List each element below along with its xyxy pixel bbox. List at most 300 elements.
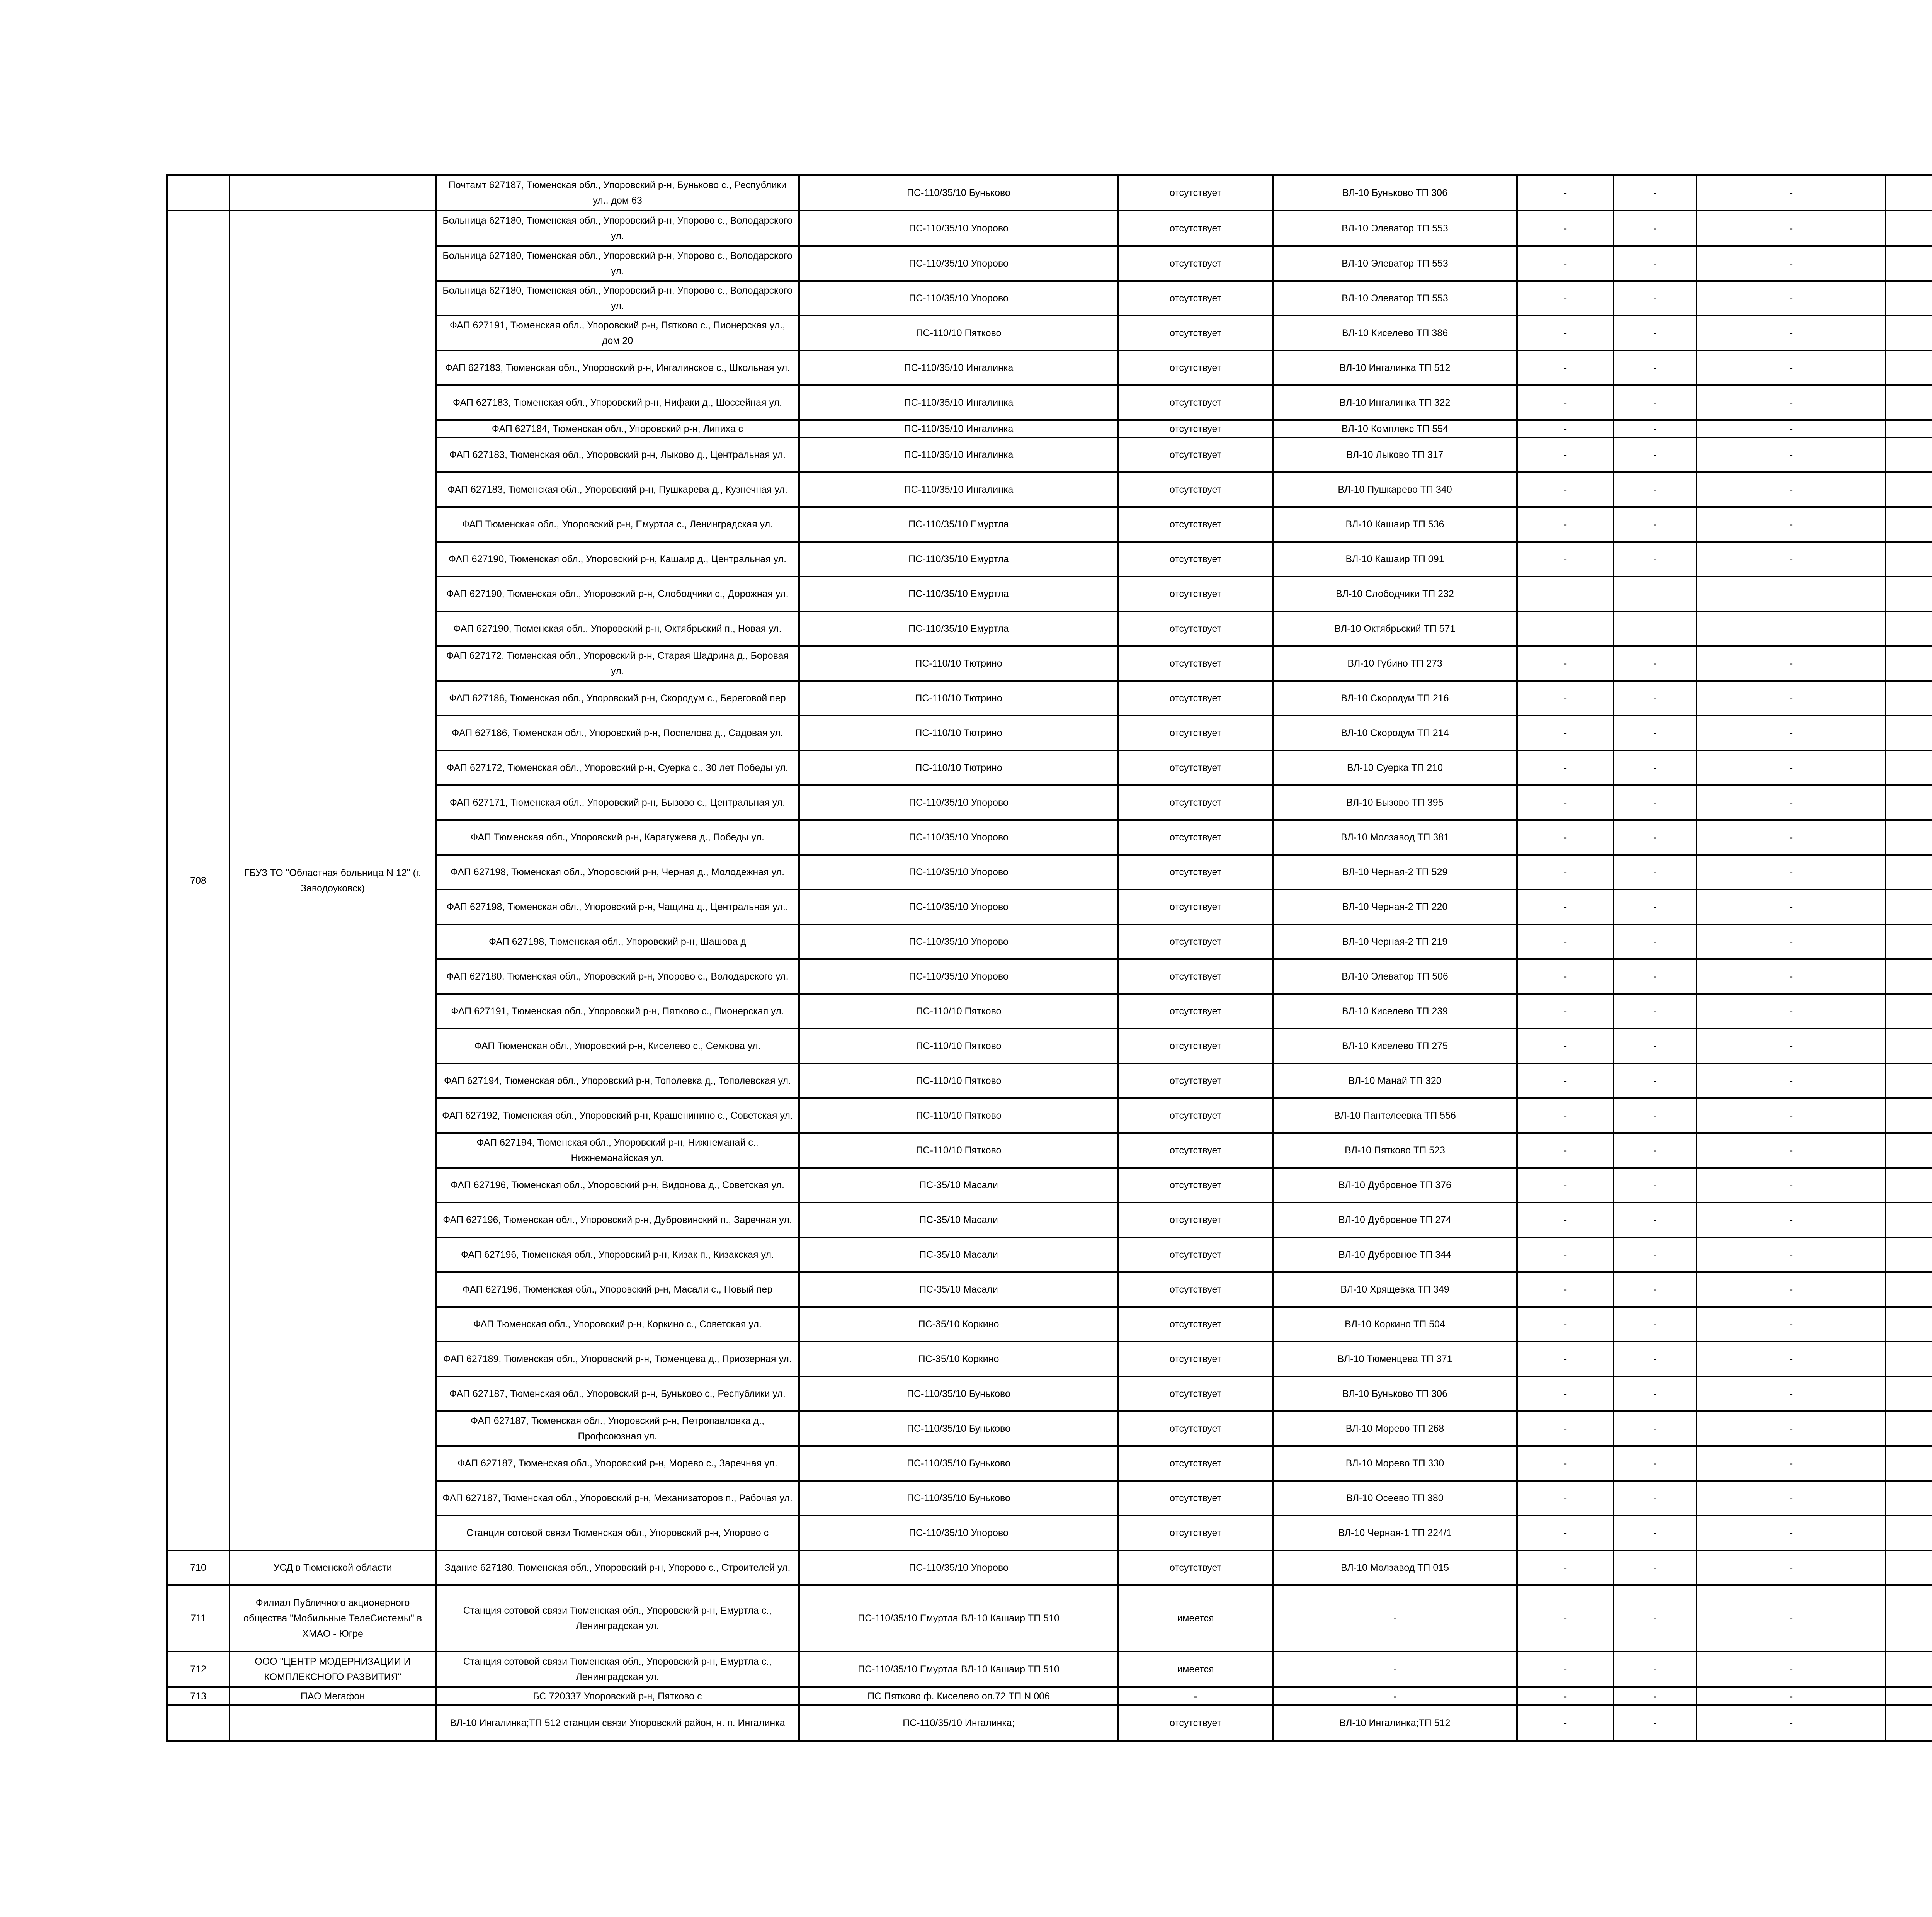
substation-cell: ПС-110/35/10 Буньково	[799, 1376, 1118, 1411]
col8-cell: -	[1614, 1168, 1696, 1203]
col10-cell	[1886, 316, 1932, 350]
object-cell: ФАП 627172, Тюменская обл., Упоровский р-н, Суерка с., 30 лет Победы ул.	[436, 750, 799, 785]
status-cell: отсутствует	[1118, 785, 1273, 820]
object-cell: ФАП 627194, Тюменская обл., Упоровский р-н, Нижнеманай с., Нижнеманайская ул.	[436, 1133, 799, 1168]
organization-cell: Филиал Публичного акционерного общества "Мобильные ТелеСистемы" в ХМАО - Югре	[230, 1585, 436, 1652]
col8-cell: -	[1614, 542, 1696, 577]
col7-cell: -	[1517, 890, 1614, 924]
col9-cell: -	[1696, 1203, 1886, 1237]
col10-cell	[1886, 577, 1932, 611]
col10-cell	[1886, 681, 1932, 716]
col9-cell: -	[1696, 716, 1886, 750]
col9-cell: -	[1696, 281, 1886, 316]
object-cell: ФАП 627196, Тюменская обл., Упоровский р-н, Дубровинский п., Заречная ул.	[436, 1203, 799, 1237]
line-cell: ВЛ-10 Кашаир ТП 091	[1273, 542, 1517, 577]
line-cell: ВЛ-10 Киселево ТП 275	[1273, 1029, 1517, 1063]
line-cell: ВЛ-10 Черная-2 ТП 529	[1273, 855, 1517, 890]
substation-cell: ПС-110/35/10 Ингалинка	[799, 420, 1118, 437]
substation-cell: ПС-110/35/10 Упорово	[799, 820, 1118, 855]
col9-cell: -	[1696, 890, 1886, 924]
col7-cell	[1517, 577, 1614, 611]
col9-cell: -	[1696, 959, 1886, 994]
col8-cell: -	[1614, 750, 1696, 785]
number-cell	[167, 1705, 230, 1741]
col9-cell: -	[1696, 1705, 1886, 1741]
object-cell: Больница 627180, Тюменская обл., Упоровский р-н, Упорово с., Володарского ул.	[436, 281, 799, 316]
organization-cell: ГБУЗ ТО "Областная больница N 12" (г. Заводоуковск)	[230, 211, 436, 1550]
col8-cell: -	[1614, 994, 1696, 1029]
substation-cell: ПС-110/35/10 Ингалинка	[799, 437, 1118, 472]
object-cell: Здание 627180, Тюменская обл., Упоровский р-н, Упорово с., Строителей ул.	[436, 1550, 799, 1585]
line-cell: ВЛ-10 Элеватор ТП 506	[1273, 959, 1517, 994]
object-cell: ФАП 627198, Тюменская обл., Упоровский р-н, Чащина д., Центральная ул..	[436, 890, 799, 924]
data-table	[166, 174, 1932, 1742]
line-cell: ВЛ-10 Коркино ТП 504	[1273, 1307, 1517, 1342]
col7-cell: -	[1517, 1652, 1614, 1687]
status-cell: отсутствует	[1118, 820, 1273, 855]
col9-cell: -	[1696, 1237, 1886, 1272]
substation-cell: ПС-110/10 Тютрино	[799, 716, 1118, 750]
line-cell: ВЛ-10 Буньково ТП 306	[1273, 1376, 1517, 1411]
col9-cell: -	[1696, 1098, 1886, 1133]
substation-cell: ПС-110/10 Тютрино	[799, 646, 1118, 681]
col9-cell: -	[1696, 785, 1886, 820]
col8-cell: -	[1614, 890, 1696, 924]
col9-cell	[1696, 577, 1886, 611]
col7-cell: -	[1517, 1516, 1614, 1550]
substation-cell: ПС-110/10 Пятково	[799, 1098, 1118, 1133]
col8-cell: -	[1614, 1307, 1696, 1342]
col9-cell: -	[1696, 1687, 1886, 1705]
col8-cell: -	[1614, 1687, 1696, 1705]
col8-cell: -	[1614, 1585, 1696, 1652]
col9-cell: -	[1696, 507, 1886, 542]
col7-cell: -	[1517, 420, 1614, 437]
substation-cell: ПС-110/35/10 Буньково	[799, 1411, 1118, 1446]
col8-cell: -	[1614, 855, 1696, 890]
col8-cell: -	[1614, 1272, 1696, 1307]
object-cell: ФАП 627190, Тюменская обл., Упоровский р-н, Октябрьский п., Новая ул.	[436, 611, 799, 646]
col7-cell: -	[1517, 281, 1614, 316]
col10-cell	[1886, 1411, 1932, 1446]
line-cell: ВЛ-10 Ингалинка;ТП 512	[1273, 1705, 1517, 1741]
table-row	[167, 1585, 1932, 1652]
col7-cell: -	[1517, 994, 1614, 1029]
substation-cell: ПС-110/10 Тютрино	[799, 750, 1118, 785]
object-cell: ФАП 627196, Тюменская обл., Упоровский р-н, Видонова д., Советская ул.	[436, 1168, 799, 1203]
status-cell: отсутствует	[1118, 1481, 1273, 1516]
status-cell: отсутствует	[1118, 1272, 1273, 1307]
substation-cell: ПС-110/10 Тютрино	[799, 681, 1118, 716]
line-cell: ВЛ-10 Киселево ТП 239	[1273, 994, 1517, 1029]
status-cell: отсутствует	[1118, 1133, 1273, 1168]
col9-cell: -	[1696, 1481, 1886, 1516]
substation-cell: ПС-110/10 Пятково	[799, 1029, 1118, 1063]
status-cell: отсутствует	[1118, 646, 1273, 681]
object-cell: Станция сотовой связи Тюменская обл., Упоровский р-н, Емуртла с., Ленинградская ул.	[436, 1585, 799, 1652]
col7-cell: -	[1517, 646, 1614, 681]
col9-cell: -	[1696, 211, 1886, 246]
object-cell: ФАП 627172, Тюменская обл., Упоровский р-н, Старая Шадрина д., Боровая ул.	[436, 646, 799, 681]
col7-cell: -	[1517, 437, 1614, 472]
object-cell: ФАП Тюменская обл., Упоровский р-н, Карагужева д., Победы ул.	[436, 820, 799, 855]
col7-cell: -	[1517, 959, 1614, 994]
status-cell: отсутствует	[1118, 681, 1273, 716]
line-cell: ВЛ-10 Элеватор ТП 553	[1273, 211, 1517, 246]
col8-cell: -	[1614, 211, 1696, 246]
col10-cell	[1886, 646, 1932, 681]
object-cell: ФАП 627190, Тюменская обл., Упоровский р-н, Слободчики с., Дорожная ул.	[436, 577, 799, 611]
col9-cell: -	[1696, 855, 1886, 890]
col10-cell	[1886, 1705, 1932, 1741]
col9-cell: -	[1696, 1411, 1886, 1446]
col10-cell	[1886, 1652, 1932, 1687]
col8-cell: -	[1614, 437, 1696, 472]
substation-cell: ПС-110/35/10 Емуртла	[799, 611, 1118, 646]
object-cell: ФАП 627186, Тюменская обл., Упоровский р-н, Скородум с., Береговой пер	[436, 681, 799, 716]
table-row	[167, 1652, 1932, 1687]
line-cell: ВЛ-10 Черная-2 ТП 219	[1273, 924, 1517, 959]
object-cell: ФАП 627183, Тюменская обл., Упоровский р-н, Лыково д., Центральная ул.	[436, 437, 799, 472]
status-cell: отсутствует	[1118, 1376, 1273, 1411]
col8-cell: -	[1614, 472, 1696, 507]
status-cell: отсутствует	[1118, 350, 1273, 385]
col10-cell	[1886, 716, 1932, 750]
col9-cell: -	[1696, 1550, 1886, 1585]
col7-cell: -	[1517, 1237, 1614, 1272]
col9-cell: -	[1696, 1133, 1886, 1168]
line-cell: -	[1273, 1652, 1517, 1687]
col8-cell	[1614, 611, 1696, 646]
substation-cell: ПС-110/35/10 Ингалинка	[799, 350, 1118, 385]
status-cell: имеется	[1118, 1652, 1273, 1687]
table-row	[167, 1705, 1932, 1741]
substation-cell: ПС Пятково ф. Киселево оп.72 ТП N 006	[799, 1687, 1118, 1705]
status-cell: отсутствует	[1118, 507, 1273, 542]
line-cell: ВЛ-10 Морево ТП 268	[1273, 1411, 1517, 1446]
object-cell: ФАП 627196, Тюменская обл., Упоровский р-н, Кизак п., Кизакская ул.	[436, 1237, 799, 1272]
col9-cell: -	[1696, 1063, 1886, 1098]
status-cell: отсутствует	[1118, 281, 1273, 316]
line-cell: ВЛ-10 Слободчики ТП 232	[1273, 577, 1517, 611]
table-row	[167, 1550, 1932, 1585]
object-cell: ФАП 627191, Тюменская обл., Упоровский р-н, Пятково с., Пионерская ул., дом 20	[436, 316, 799, 350]
col8-cell: -	[1614, 1342, 1696, 1376]
status-cell: отсутствует	[1118, 437, 1273, 472]
col10-cell	[1886, 750, 1932, 785]
substation-cell: ПС-110/35/10 Буньково	[799, 1446, 1118, 1481]
substation-cell: ПС-110/10 Пятково	[799, 316, 1118, 350]
line-cell: ВЛ-10 Элеватор ТП 553	[1273, 281, 1517, 316]
object-cell: Станция сотовой связи Тюменская обл., Упоровский р-н, Емуртла с., Ленинградская ул.	[436, 1652, 799, 1687]
col10-cell	[1886, 1446, 1932, 1481]
object-cell: ФАП 627190, Тюменская обл., Упоровский р-н, Кашаир д., Центральная ул.	[436, 542, 799, 577]
col10-cell	[1886, 472, 1932, 507]
col8-cell: -	[1614, 1376, 1696, 1411]
status-cell: отсутствует	[1118, 924, 1273, 959]
col7-cell: -	[1517, 716, 1614, 750]
col8-cell: -	[1614, 1446, 1696, 1481]
status-cell: отсутствует	[1118, 1411, 1273, 1446]
col9-cell: -	[1696, 1652, 1886, 1687]
substation-cell: ПС-110/35/10 Емуртла	[799, 507, 1118, 542]
substation-cell: ПС-110/10 Пятково	[799, 1063, 1118, 1098]
status-cell: имеется	[1118, 1585, 1273, 1652]
status-cell: отсутствует	[1118, 1168, 1273, 1203]
substation-cell: ПС-110/35/10 Упорово	[799, 281, 1118, 316]
col7-cell: -	[1517, 1550, 1614, 1585]
col8-cell: -	[1614, 1029, 1696, 1063]
object-cell: Больница 627180, Тюменская обл., Упоровский р-н, Упорово с., Володарского ул.	[436, 211, 799, 246]
col9-cell: -	[1696, 924, 1886, 959]
substation-cell: ПС-110/35/10 Упорово	[799, 785, 1118, 820]
col8-cell: -	[1614, 924, 1696, 959]
col10-cell	[1886, 1342, 1932, 1376]
col7-cell: -	[1517, 855, 1614, 890]
status-cell: отсутствует	[1118, 1516, 1273, 1550]
col7-cell: -	[1517, 1446, 1614, 1481]
col8-cell: -	[1614, 1063, 1696, 1098]
col7-cell: -	[1517, 211, 1614, 246]
col7-cell: -	[1517, 1705, 1614, 1741]
object-cell: ФАП 627180, Тюменская обл., Упоровский р-н, Упорово с., Володарского ул.	[436, 959, 799, 994]
substation-cell: ПС-110/35/10 Емуртла ВЛ-10 Кашаир ТП 510	[799, 1585, 1118, 1652]
col10-cell	[1886, 820, 1932, 855]
line-cell: ВЛ-10 Скородум ТП 216	[1273, 681, 1517, 716]
object-cell: ФАП 627183, Тюменская обл., Упоровский р-н, Ингалинское с., Школьная ул.	[436, 350, 799, 385]
line-cell: -	[1273, 1585, 1517, 1652]
substation-cell: ПС-110/35/10 Упорово	[799, 924, 1118, 959]
line-cell: ВЛ-10 Киселево ТП 386	[1273, 316, 1517, 350]
col7-cell: -	[1517, 246, 1614, 281]
col9-cell	[1696, 611, 1886, 646]
substation-cell: ПС-110/35/10 Буньково	[799, 175, 1118, 211]
line-cell: ВЛ-10 Скородум ТП 214	[1273, 716, 1517, 750]
table-body	[167, 175, 1932, 1741]
line-cell: ВЛ-10 Молзавод ТП 381	[1273, 820, 1517, 855]
object-cell: ФАП 627183, Тюменская обл., Упоровский р-н, Нифаки д., Шоссейная ул.	[436, 385, 799, 420]
col10-cell	[1886, 855, 1932, 890]
object-cell: БС 720337 Упоровский р-н, Пятково с	[436, 1687, 799, 1705]
col9-cell: -	[1696, 1029, 1886, 1063]
line-cell: ВЛ-10 Пантелеевка ТП 556	[1273, 1098, 1517, 1133]
number-cell: 713	[167, 1687, 230, 1705]
col10-cell	[1886, 385, 1932, 420]
status-cell: отсутствует	[1118, 542, 1273, 577]
substation-cell: ПС-110/35/10 Емуртла ВЛ-10 Кашаир ТП 510	[799, 1652, 1118, 1687]
col7-cell: -	[1517, 750, 1614, 785]
col9-cell: -	[1696, 175, 1886, 211]
col8-cell: -	[1614, 1516, 1696, 1550]
status-cell: отсутствует	[1118, 1307, 1273, 1342]
substation-cell: ПС-110/35/10 Емуртла	[799, 577, 1118, 611]
number-cell: 708	[167, 211, 230, 1550]
line-cell: ВЛ-10 Бызово ТП 395	[1273, 785, 1517, 820]
table-row	[167, 175, 1932, 211]
col10-cell	[1886, 1481, 1932, 1516]
col10-cell	[1886, 994, 1932, 1029]
status-cell: отсутствует	[1118, 1550, 1273, 1585]
col10-cell	[1886, 1516, 1932, 1550]
line-cell: ВЛ-10 Манай ТП 320	[1273, 1063, 1517, 1098]
col7-cell: -	[1517, 507, 1614, 542]
line-cell: ВЛ-10 Пятково ТП 523	[1273, 1133, 1517, 1168]
substation-cell: ПС-35/10 Масали	[799, 1203, 1118, 1237]
col8-cell: -	[1614, 281, 1696, 316]
col8-cell: -	[1614, 350, 1696, 385]
object-cell: Почтамт 627187, Тюменская обл., Упоровский р-н, Буньково с., Республики ул., дом 63	[436, 175, 799, 211]
col7-cell: -	[1517, 1481, 1614, 1516]
col7-cell: -	[1517, 1307, 1614, 1342]
object-cell: ФАП Тюменская обл., Упоровский р-н, Киселево с., Семкова ул.	[436, 1029, 799, 1063]
line-cell: ВЛ-10 Черная-2 ТП 220	[1273, 890, 1517, 924]
status-cell: отсутствует	[1118, 316, 1273, 350]
object-cell: ФАП 627192, Тюменская обл., Упоровский р-н, Крашенинино с., Советская ул.	[436, 1098, 799, 1133]
object-cell: ВЛ-10 Ингалинка;ТП 512 станция связи Упоровский район, н. п. Ингалинка	[436, 1705, 799, 1741]
col7-cell: -	[1517, 1203, 1614, 1237]
substation-cell: ПС-110/35/10 Упорово	[799, 211, 1118, 246]
col8-cell: -	[1614, 1133, 1696, 1168]
col8-cell: -	[1614, 681, 1696, 716]
status-cell: отсутствует	[1118, 1446, 1273, 1481]
col10-cell	[1886, 785, 1932, 820]
col9-cell: -	[1696, 994, 1886, 1029]
status-cell: -	[1118, 1687, 1273, 1705]
col7-cell: -	[1517, 175, 1614, 211]
object-cell: Больница 627180, Тюменская обл., Упоровский р-н, Упорово с., Володарского ул.	[436, 246, 799, 281]
col8-cell: -	[1614, 959, 1696, 994]
status-cell: отсутствует	[1118, 994, 1273, 1029]
status-cell: отсутствует	[1118, 1203, 1273, 1237]
line-cell: ВЛ-10 Комплекс ТП 554	[1273, 420, 1517, 437]
status-cell: отсутствует	[1118, 472, 1273, 507]
line-cell: ВЛ-10 Дубровное ТП 376	[1273, 1168, 1517, 1203]
substation-cell: ПС-110/35/10 Емуртла	[799, 542, 1118, 577]
line-cell: ВЛ-10 Пушкарево ТП 340	[1273, 472, 1517, 507]
status-cell: отсутствует	[1118, 750, 1273, 785]
substation-cell: ПС-110/35/10 Упорово	[799, 855, 1118, 890]
col10-cell	[1886, 437, 1932, 472]
col10-cell	[1886, 350, 1932, 385]
col9-cell: -	[1696, 316, 1886, 350]
col9-cell: -	[1696, 820, 1886, 855]
col8-cell: -	[1614, 385, 1696, 420]
col7-cell: -	[1517, 1585, 1614, 1652]
line-cell: ВЛ-10 Буньково ТП 306	[1273, 175, 1517, 211]
col10-cell	[1886, 890, 1932, 924]
line-cell: ВЛ-10 Осеево ТП 380	[1273, 1481, 1517, 1516]
col8-cell: -	[1614, 1098, 1696, 1133]
col7-cell: -	[1517, 1342, 1614, 1376]
col7-cell: -	[1517, 316, 1614, 350]
col10-cell	[1886, 924, 1932, 959]
number-cell: 711	[167, 1585, 230, 1652]
col8-cell: -	[1614, 1481, 1696, 1516]
substation-cell: ПС-110/35/10 Упорово	[799, 959, 1118, 994]
status-cell: отсутствует	[1118, 1705, 1273, 1741]
substation-cell: ПС-110/35/10 Ингалинка	[799, 385, 1118, 420]
object-cell: ФАП Тюменская обл., Упоровский р-н, Коркино с., Советская ул.	[436, 1307, 799, 1342]
number-cell: 710	[167, 1550, 230, 1585]
col10-cell	[1886, 1098, 1932, 1133]
object-cell: ФАП Тюменская обл., Упоровский р-н, Емуртла с., Ленинградская ул.	[436, 507, 799, 542]
col7-cell: -	[1517, 681, 1614, 716]
object-cell: ФАП 627198, Тюменская обл., Упоровский р-н, Черная д., Молодежная ул.	[436, 855, 799, 890]
line-cell: ВЛ-10 Ингалинка ТП 512	[1273, 350, 1517, 385]
line-cell: ВЛ-10 Тюменцева ТП 371	[1273, 1342, 1517, 1376]
col9-cell: -	[1696, 542, 1886, 577]
status-cell: отсутствует	[1118, 1029, 1273, 1063]
object-cell: ФАП 627194, Тюменская обл., Упоровский р-н, Тополевка д., Тополевская ул.	[436, 1063, 799, 1098]
object-cell: ФАП 627198, Тюменская обл., Упоровский р-н, Шашова д	[436, 924, 799, 959]
col8-cell	[1614, 577, 1696, 611]
object-cell: ФАП 627183, Тюменская обл., Упоровский р-н, Пушкарева д., Кузнечная ул.	[436, 472, 799, 507]
col9-cell: -	[1696, 420, 1886, 437]
col7-cell: -	[1517, 1687, 1614, 1705]
status-cell: отсутствует	[1118, 959, 1273, 994]
substation-cell: ПС-110/35/10 Ингалинка	[799, 472, 1118, 507]
line-cell: ВЛ-10 Хрящевка ТП 349	[1273, 1272, 1517, 1307]
col7-cell: -	[1517, 1411, 1614, 1446]
col7-cell: -	[1517, 1029, 1614, 1063]
col10-cell	[1886, 281, 1932, 316]
col8-cell: -	[1614, 1203, 1696, 1237]
status-cell: отсутствует	[1118, 175, 1273, 211]
status-cell: отсутствует	[1118, 855, 1273, 890]
object-cell: ФАП 627187, Тюменская обл., Упоровский р-н, Механизаторов п., Рабочая ул.	[436, 1481, 799, 1516]
col7-cell: -	[1517, 924, 1614, 959]
substation-cell: ПС-35/10 Масали	[799, 1237, 1118, 1272]
col10-cell	[1886, 1168, 1932, 1203]
col10-cell	[1886, 1585, 1932, 1652]
substation-cell: ПС-110/35/10 Упорово	[799, 1550, 1118, 1585]
col9-cell: -	[1696, 437, 1886, 472]
col10-cell	[1886, 1376, 1932, 1411]
organization-cell	[230, 175, 436, 211]
table-row	[167, 211, 1932, 246]
col8-cell: -	[1614, 716, 1696, 750]
status-cell: отсутствует	[1118, 1237, 1273, 1272]
col9-cell: -	[1696, 246, 1886, 281]
line-cell: ВЛ-10 Дубровное ТП 274	[1273, 1203, 1517, 1237]
col9-cell: -	[1696, 1168, 1886, 1203]
col9-cell: -	[1696, 1307, 1886, 1342]
status-cell: отсутствует	[1118, 211, 1273, 246]
substation-cell: ПС-110/35/10 Упорово	[799, 890, 1118, 924]
substation-cell: ПС-110/35/10 Упорово	[799, 1516, 1118, 1550]
col9-cell: -	[1696, 1585, 1886, 1652]
col9-cell: -	[1696, 646, 1886, 681]
line-cell: ВЛ-10 Морево ТП 330	[1273, 1446, 1517, 1481]
substation-cell: ПС-110/10 Пятково	[799, 994, 1118, 1029]
status-cell: отсутствует	[1118, 716, 1273, 750]
status-cell: отсутствует	[1118, 1098, 1273, 1133]
col10-cell	[1886, 1237, 1932, 1272]
col10-cell	[1886, 1687, 1932, 1705]
col10-cell	[1886, 246, 1932, 281]
col7-cell: -	[1517, 1376, 1614, 1411]
col7-cell: -	[1517, 1168, 1614, 1203]
number-cell	[167, 175, 230, 211]
col7-cell: -	[1517, 820, 1614, 855]
col8-cell: -	[1614, 175, 1696, 211]
col10-cell	[1886, 1307, 1932, 1342]
col7-cell: -	[1517, 1063, 1614, 1098]
col9-cell: -	[1696, 1342, 1886, 1376]
object-cell: ФАП 627187, Тюменская обл., Упоровский р-н, Морево с., Заречная ул.	[436, 1446, 799, 1481]
substation-cell: ПС-110/10 Пятково	[799, 1133, 1118, 1168]
status-cell: отсутствует	[1118, 611, 1273, 646]
